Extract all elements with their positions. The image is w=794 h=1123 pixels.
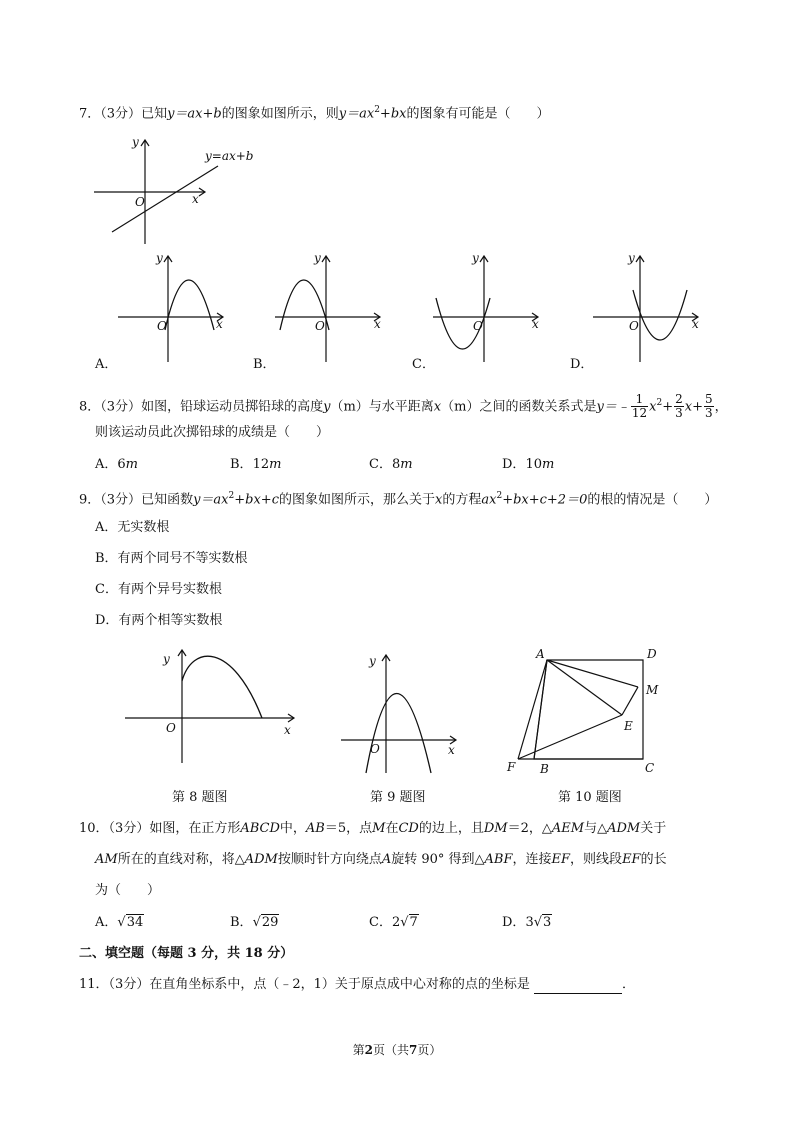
svg-text:F: F: [507, 760, 516, 774]
svg-text:B: B: [540, 762, 549, 776]
q10-text-segment: ，连接: [512, 852, 552, 867]
q10-text-segment: 所在的直线对称，将△: [117, 852, 245, 867]
svg-text:y: y: [156, 251, 163, 265]
q7-line-label: y=ax+b: [205, 149, 254, 163]
section-2-heading: 二、填空题（每题 3 分，共 18 分）: [79, 946, 294, 961]
q7-option-a[interactable]: A．: [95, 357, 118, 372]
q8-option-c[interactable]: C．8m: [369, 457, 413, 472]
q7-option-d[interactable]: D．: [570, 357, 594, 372]
q7-option-b[interactable]: B．: [253, 357, 276, 372]
sqrt-symbol: √3: [533, 915, 552, 930]
figure-9-caption: 第 9 题图: [370, 790, 426, 805]
svg-text:x: x: [692, 317, 699, 331]
fraction-1-12: $\frac{1}{12}$: [631, 392, 648, 421]
q11-answer-blank[interactable]: [534, 979, 622, 994]
q10-text-segment: 如图，在正方形: [149, 821, 241, 836]
q8-option-d[interactable]: D．10m: [502, 457, 555, 472]
q7-option-d-graph: [590, 250, 710, 369]
q8-option-b[interactable]: B．12m: [230, 457, 282, 472]
q8-option-a[interactable]: A．6m: [95, 457, 138, 472]
svg-text:O: O: [473, 319, 483, 333]
q10-line1: [149, 821, 666, 836]
q10-math-var: ABCD: [240, 821, 280, 836]
svg-text:M: M: [646, 683, 659, 697]
q7-line-graph: [90, 132, 260, 251]
q8-stem-line2: 则该运动员此次掷铅球的成绩是（ ）: [95, 425, 330, 440]
q9-option-b[interactable]: B．有两个同号不等实数根: [95, 551, 248, 566]
svg-text:E: E: [624, 719, 633, 733]
q10-option-c[interactable]: C．2√7: [369, 915, 418, 930]
svg-text:O: O: [629, 319, 639, 333]
page-footer: 第2页（共7页）: [352, 1043, 442, 1057]
q10-text-segment: 按顺时针方向绕点: [277, 852, 382, 867]
figure-8-graph: [122, 645, 312, 769]
q10-math-var: A: [381, 852, 392, 867]
svg-text:y: y: [628, 251, 635, 265]
svg-text:y: y: [472, 251, 479, 265]
svg-text:x: x: [374, 317, 381, 331]
q9-option-a[interactable]: A．无实数根: [95, 520, 170, 535]
q10-option-b[interactable]: B．√29: [230, 915, 279, 930]
figure-8-caption: 第 8 题图: [172, 790, 228, 805]
fraction-2-3: $\frac{2}{3}$: [675, 392, 683, 421]
q10-math-var: CD: [398, 821, 419, 836]
q10-text-segment: 与△: [584, 821, 608, 836]
q7-origin-label: O: [135, 195, 145, 209]
svg-text:C: C: [645, 761, 655, 775]
figure-10-square: [500, 645, 700, 779]
sqrt-symbol: √7: [400, 915, 418, 930]
svg-text:O: O: [315, 319, 325, 333]
q7-option-b-graph: [272, 250, 392, 369]
q10-stem: 10．（3分）如图，在正方形ABCD中，AB＝5，点M在CD的边上，且DM＝2，△AEM与△ADM关于: [79, 821, 667, 836]
svg-text:A: A: [536, 647, 545, 661]
q10-math-var: AB: [305, 821, 325, 836]
svg-text:O: O: [166, 721, 176, 735]
q10-stem-line3: 为（ ）: [95, 883, 161, 898]
q10-math-var: DM: [483, 821, 508, 836]
q10-text-segment: 关于: [640, 821, 667, 836]
q7-axis-x-label: x: [192, 192, 199, 206]
q10-text-segment: ＝5，点: [324, 821, 373, 836]
q11-stem: 11．（3分）在直角坐标系中，点（﹣2，1）关于原点成中心对称的点的坐标是 ．: [79, 977, 636, 992]
svg-text:O: O: [370, 742, 380, 756]
q7-option-c[interactable]: C．: [412, 357, 435, 372]
sqrt-symbol: √29: [252, 915, 279, 930]
q8-stem: 8．（3分）如图，铅球运动员掷铅球的高度y（m）与水平距离x（m）之间的函数关系式是y＝﹣ $\frac{1}{12}$ $x^2+$ $\frac{2}{3}$ x+ $\frac{5}{3}$ ，: [79, 392, 728, 421]
q10-text-segment: ，则线段: [570, 852, 623, 867]
svg-text:D: D: [647, 647, 657, 661]
q10-option-a[interactable]: A．√34: [95, 915, 144, 930]
q10-text-segment: 旋转 90° 得到△: [391, 852, 485, 867]
svg-text:y: y: [369, 654, 376, 668]
svg-text:x: x: [284, 723, 291, 737]
q10-text-segment: 中，: [279, 821, 306, 836]
q10-text-segment: 的长: [640, 852, 667, 867]
svg-text:x: x: [216, 317, 223, 331]
q10-math-var: AEM: [551, 821, 585, 836]
figure-9-graph: [338, 650, 463, 779]
q10-math-var: AM: [95, 852, 118, 867]
q7-stem: 7．（3分）已知y＝ax+b的图象如图所示，则$y=ax^2+bx$的图象有可能是（ ）: [79, 105, 550, 122]
fraction-5-3: $\frac{5}{3}$: [704, 392, 713, 421]
q10-math-var: M: [372, 821, 386, 836]
q10-math-var: ADM: [607, 821, 641, 836]
q10-text-segment: 在: [385, 821, 399, 836]
figure-10-caption: 第 10 题图: [558, 790, 622, 805]
q10-text-segment: 的边上，且: [418, 821, 484, 836]
q7-axis-y-label: y: [132, 135, 139, 149]
q10-math-var: EF: [551, 852, 571, 867]
q7-option-c-graph: [430, 250, 550, 369]
q10-math-var: EF: [622, 852, 641, 867]
sqrt-symbol: √34: [117, 915, 144, 930]
svg-text:O: O: [157, 319, 167, 333]
q9-stem: 9．（3分）已知函数$y=ax^2+bx+c$的图象如图所示，那么关于x的方程$ax^2+bx+c+2=0$的根的情况是（ ）: [79, 491, 718, 508]
svg-text:y: y: [314, 251, 321, 265]
q10-stem-line2: [95, 851, 667, 869]
q10-text-segment: ＝2，△: [507, 821, 552, 836]
q9-option-d[interactable]: D．有两个相等实数根: [95, 613, 223, 628]
q10-option-d[interactable]: D．3√3: [502, 915, 552, 930]
q9-option-c[interactable]: C．有两个异号实数根: [95, 582, 222, 597]
svg-text:y: y: [163, 652, 170, 666]
q10-math-var: ADM: [244, 852, 278, 867]
svg-text:x: x: [448, 743, 455, 757]
q7-option-a-graph: [115, 250, 235, 369]
svg-text:x: x: [532, 317, 539, 331]
q10-math-var: ABF: [484, 852, 513, 867]
